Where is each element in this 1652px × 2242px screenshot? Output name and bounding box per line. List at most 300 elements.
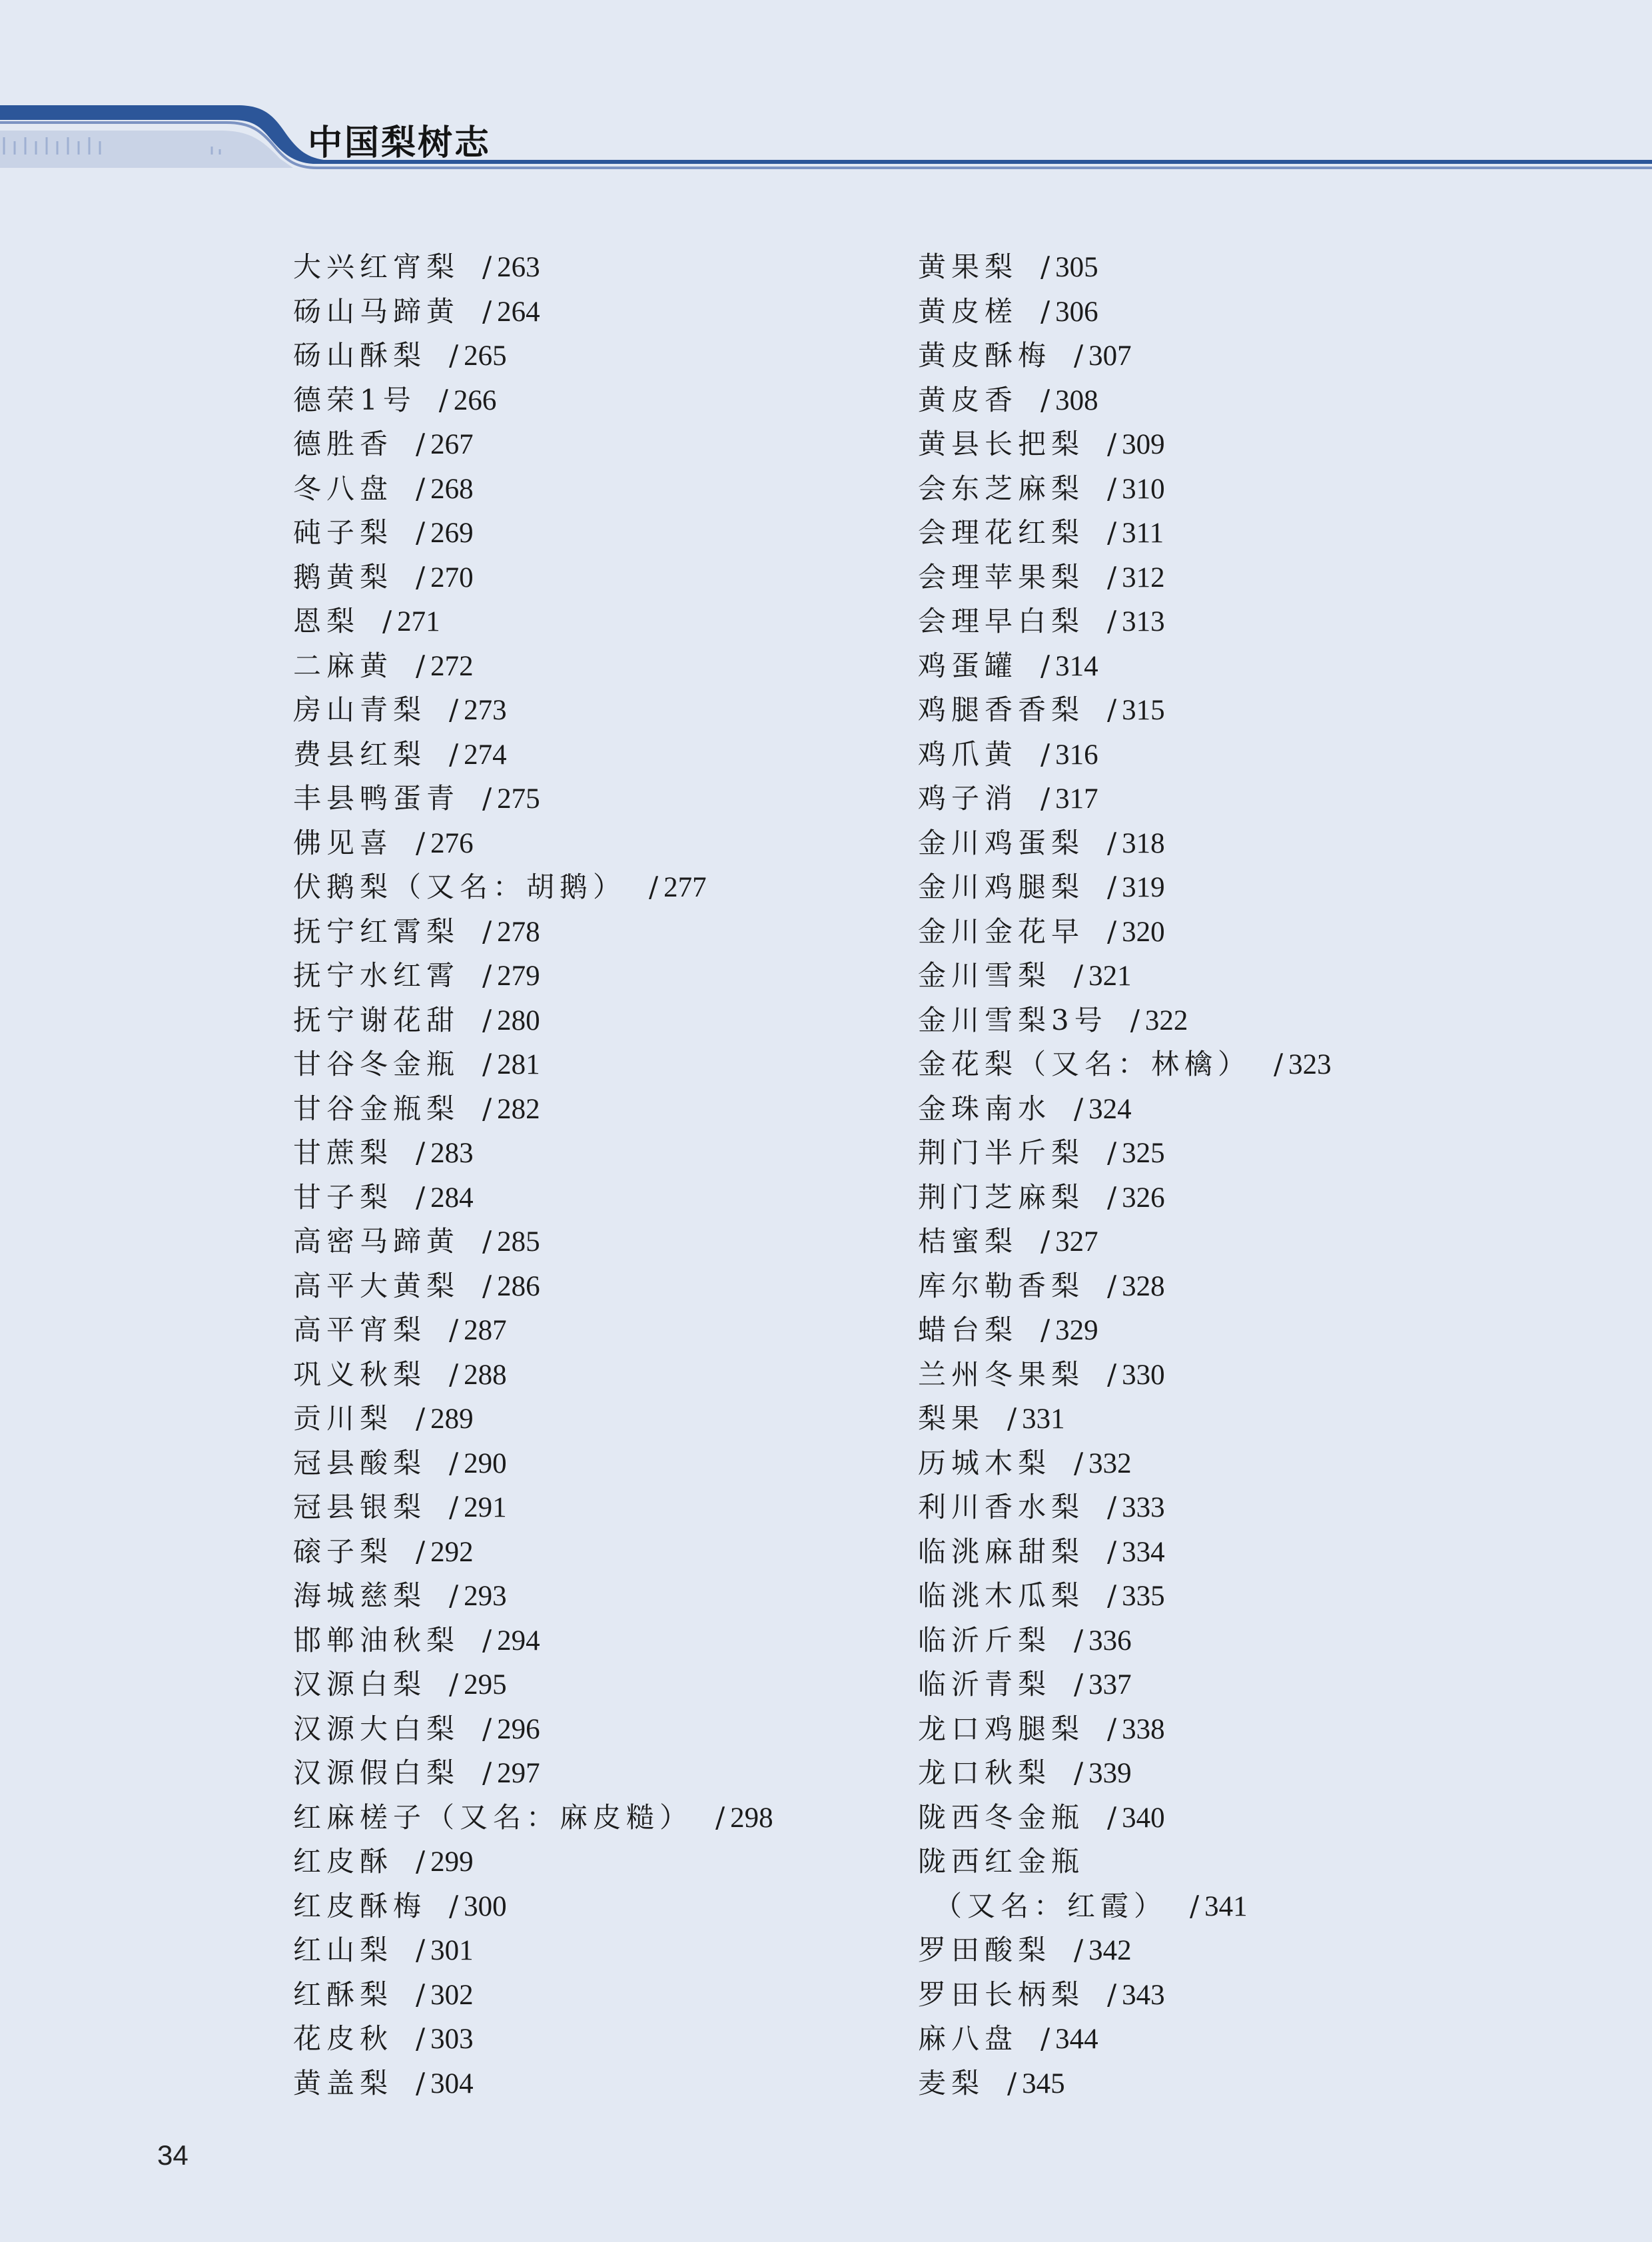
entry-page-number: 317: [1055, 783, 1098, 815]
index-entry: [293, 688, 773, 733]
index-entry: [918, 378, 1332, 423]
entry-name: 库尔勒香梨: [918, 1269, 1085, 1302]
entry-name: 甘子梨: [293, 1180, 394, 1214]
index-entry: [918, 688, 1332, 733]
entry-name: 甘蔗梨: [293, 1136, 394, 1169]
entry-page-number: 276: [430, 827, 474, 859]
entry-name: 红山梨: [293, 1934, 394, 1966]
entry-page-number: 295: [464, 1669, 507, 1700]
entry-page-number: 287: [464, 1315, 507, 1346]
entry-separator: /: [416, 826, 426, 859]
index-entry: [918, 998, 1332, 1043]
book-title: 中国梨树志: [308, 123, 492, 163]
entry-separator: /: [482, 1756, 492, 1789]
entry-separator: /: [1074, 1934, 1084, 1966]
index-entry: [293, 1308, 773, 1353]
entry-name: 花皮秋: [293, 2022, 394, 2055]
entry-name: 金川金花早: [918, 915, 1085, 948]
index-entry: [918, 1840, 1332, 1884]
entry-page-number: 265: [464, 340, 507, 372]
index-entry: [293, 1397, 773, 1441]
entry-name: 高密马蹄黄: [293, 1225, 460, 1258]
entry-separator: /: [416, 1402, 426, 1435]
entry-separator: /: [416, 1934, 426, 1966]
index-entry: [293, 1530, 773, 1575]
entry-name: 冠县酸梨: [293, 1446, 427, 1479]
entry-name: 费县红梨: [293, 737, 427, 771]
entry-page-number: 342: [1088, 1935, 1132, 1966]
entry-name: 金川雪梨: [918, 959, 1052, 992]
entry-page-number: 274: [464, 739, 507, 771]
entry-name: 陇西冬金瓶: [918, 1800, 1085, 1834]
index-entry: [918, 1707, 1332, 1752]
index-entry: [293, 467, 773, 512]
entry-name: 金川鸡腿梨: [918, 871, 1085, 903]
index-entry: [918, 777, 1332, 821]
entry-name: 黄县长把梨: [918, 428, 1085, 460]
entry-page-number: 286: [497, 1270, 540, 1302]
index-entry: [918, 910, 1332, 954]
index-entry: [918, 1397, 1332, 1441]
entry-separator: /: [1107, 472, 1117, 505]
entry-separator: /: [449, 693, 459, 726]
index-entry: [293, 1796, 773, 1840]
entry-page-number: 329: [1055, 1315, 1098, 1346]
entry-separator: /: [482, 1225, 492, 1258]
entry-separator: /: [1074, 339, 1084, 372]
index-entry: [293, 1087, 773, 1132]
entry-name: 冬八盘: [293, 472, 394, 505]
entry-page-number: 339: [1088, 1758, 1132, 1789]
entry-page-number: 325: [1122, 1138, 1165, 1169]
entry-page-number: 307: [1088, 340, 1132, 372]
index-entry: [293, 954, 773, 998]
index-entry: [293, 1928, 773, 1973]
entry-name: 冠县银梨: [293, 1491, 427, 1523]
entry-separator: /: [449, 1357, 459, 1391]
entry-name: 佛见喜: [293, 826, 394, 859]
entry-page-number: 284: [430, 1182, 474, 1214]
entry-separator: /: [1130, 1003, 1140, 1036]
entry-name: 砀山马蹄黄: [293, 294, 460, 328]
entry-separator: /: [1274, 1048, 1284, 1080]
entry-page-number: 288: [464, 1359, 507, 1391]
index-entry: [293, 1751, 773, 1796]
entry-separator: /: [1040, 2022, 1050, 2055]
index-entry: [293, 1663, 773, 1707]
entry-separator: /: [482, 782, 492, 815]
index-entry: [918, 733, 1332, 777]
entry-name: 临沂斤梨: [918, 1623, 1052, 1657]
entry-page-number: 336: [1088, 1625, 1132, 1657]
index-entry: [918, 556, 1332, 600]
entry-separator: /: [1107, 605, 1117, 637]
entry-page-number: 334: [1122, 1536, 1165, 1568]
entry-separator: /: [449, 1313, 459, 1346]
page-header: [0, 0, 1652, 180]
entry-name: 汉源白梨: [293, 1668, 427, 1700]
entry-separator: /: [1040, 250, 1050, 283]
entry-name: 巩义秋梨: [293, 1357, 427, 1391]
entry-name: 伏鹅梨（又名：胡鹅）: [293, 871, 627, 903]
index-entry: [293, 1884, 773, 1929]
entry-name: 鸡子消: [918, 782, 1019, 815]
entry-separator: /: [482, 294, 492, 328]
entry-separator: /: [1107, 1491, 1117, 1523]
entry-separator: /: [416, 428, 426, 460]
entry-separator: /: [1107, 871, 1117, 903]
entry-separator: /: [449, 1579, 459, 1612]
entry-separator: /: [1107, 560, 1117, 593]
entry-page-number: 319: [1122, 872, 1165, 903]
entry-separator: /: [482, 1623, 492, 1657]
index-entry: [918, 1176, 1332, 1220]
entry-separator: /: [1040, 1225, 1050, 1258]
entry-separator: /: [449, 1668, 459, 1700]
index-entry: [293, 1131, 773, 1176]
entry-page-number: 266: [453, 384, 497, 416]
entry-page-number: 298: [730, 1802, 773, 1834]
entry-separator: /: [449, 1446, 459, 1479]
page-number: 34: [157, 2139, 189, 2171]
entry-page-number: 283: [430, 1138, 474, 1169]
entry-page-number: 343: [1122, 1979, 1165, 2011]
entry-separator: /: [482, 1712, 492, 1745]
entry-page-number: 267: [430, 429, 474, 460]
entry-separator: /: [1074, 1756, 1084, 1789]
entry-separator: /: [1074, 1092, 1084, 1125]
entry-name: 抚宁红霄梨: [293, 915, 460, 948]
entry-separator: /: [1107, 693, 1117, 726]
entry-name: 梨果: [918, 1402, 985, 1435]
index-entry: [918, 511, 1332, 556]
index-entry: [918, 821, 1332, 866]
entry-name: 历城木梨: [918, 1446, 1052, 1479]
entry-page-number: 327: [1055, 1226, 1098, 1258]
entry-name: 兰州冬果梨: [918, 1357, 1085, 1391]
entry-separator: /: [649, 871, 659, 903]
entry-page-number: 330: [1122, 1359, 1165, 1391]
index-entry: [293, 865, 773, 910]
entry-name: 麦梨: [918, 2066, 985, 2099]
entry-page-number: 335: [1122, 1581, 1165, 1612]
index-entry: [918, 954, 1332, 998]
entry-page-number: 326: [1122, 1182, 1165, 1214]
entry-name: 金川鸡蛋梨: [918, 826, 1085, 859]
index-entry: [918, 1530, 1332, 1575]
entry-page-number: 318: [1122, 827, 1165, 859]
index-entry: [293, 821, 773, 866]
entry-page-number: 324: [1088, 1093, 1132, 1125]
entry-page-number: 263: [497, 252, 540, 283]
entry-separator: /: [1107, 826, 1117, 859]
index-entry: [293, 422, 773, 467]
entry-name: 金花梨（又名：林檎）: [918, 1048, 1252, 1080]
entry-name: 高平大黄梨: [293, 1269, 460, 1302]
entry-separator: /: [382, 605, 392, 637]
entry-separator: /: [438, 383, 448, 416]
index-entry: [918, 290, 1332, 334]
entry-page-number: 338: [1122, 1713, 1165, 1745]
index-entry: [918, 1751, 1332, 1796]
entry-separator: /: [416, 1978, 426, 2011]
index-column-right: [918, 245, 1332, 2105]
entry-name: 利川香水梨: [918, 1491, 1085, 1523]
entry-name: 临洮麻甜梨: [918, 1535, 1085, 1568]
entry-name: 砀山酥梨: [293, 339, 427, 372]
index-entry: [918, 1928, 1332, 1973]
entry-page-number: 291: [464, 1492, 507, 1523]
index-entry: [918, 1131, 1332, 1176]
entry-page-number: 310: [1122, 473, 1165, 505]
entry-separator: /: [449, 1889, 459, 1922]
entry-name: 罗田长柄梨: [918, 1978, 1085, 2011]
entry-separator: /: [449, 1491, 459, 1523]
index-entry: [918, 2017, 1332, 2061]
entry-page-number: 312: [1122, 561, 1165, 593]
entry-separator: /: [1107, 428, 1117, 460]
entry-page-number: 320: [1122, 916, 1165, 948]
index-column-left: [293, 245, 773, 2105]
entry-name: 黄果梨: [918, 250, 1019, 283]
index-entry: [918, 1574, 1332, 1619]
index-entry: [293, 599, 773, 644]
entry-page-number: 323: [1288, 1049, 1332, 1080]
entry-page-number: 306: [1055, 296, 1098, 328]
entry-name: 临沂青梨: [918, 1668, 1052, 1700]
entry-name: 荆门芝麻梨: [918, 1180, 1085, 1214]
entry-name: 鸡爪黄: [918, 737, 1019, 771]
entry-separator: /: [1074, 959, 1084, 992]
index-entry: [293, 378, 773, 423]
entry-name: 甘谷冬金瓶: [293, 1048, 460, 1080]
index-entry: [918, 1796, 1332, 1840]
entry-separator: /: [482, 1048, 492, 1080]
entry-page-number: 273: [464, 695, 507, 726]
entry-page-number: 293: [464, 1581, 507, 1612]
entry-separator: /: [416, 516, 426, 549]
entry-page-number: 304: [430, 2067, 474, 2099]
entry-name: 高平宵梨: [293, 1313, 427, 1346]
entry-page-number: 344: [1055, 2024, 1098, 2055]
entry-separator: /: [1007, 1402, 1017, 1435]
index-entry: [293, 733, 773, 777]
entry-separator: /: [1007, 2066, 1017, 2099]
entry-separator: /: [1107, 1180, 1117, 1214]
entry-separator: /: [1107, 516, 1117, 549]
entry-page-number: 345: [1022, 2067, 1065, 2099]
index-entry: [293, 1619, 773, 1663]
index-entry: [293, 1264, 773, 1309]
entry-page-number: 301: [430, 1935, 474, 1966]
entry-page-number: 275: [497, 783, 540, 815]
entry-page-number: 305: [1055, 252, 1098, 283]
entry-page-number: 285: [497, 1226, 540, 1258]
index-entry: [293, 910, 773, 954]
entry-name: 砘子梨: [293, 516, 394, 549]
entry-separator: /: [1190, 1889, 1200, 1922]
entry-page-number: 303: [430, 2024, 474, 2055]
entry-page-number: 328: [1122, 1270, 1165, 1302]
entry-name: 红麻槎子（又名：麻皮糙）: [293, 1800, 693, 1834]
entry-name: 蜡台梨: [918, 1313, 1019, 1346]
entry-page-number: 279: [497, 960, 540, 992]
header-banner-graphic: [0, 0, 1652, 180]
entry-separator: /: [482, 1003, 492, 1036]
entry-name: 抚宁谢花甜: [293, 1003, 460, 1036]
entry-separator: /: [715, 1800, 725, 1834]
entry-page-number: 292: [430, 1536, 474, 1568]
index-entry: [293, 2061, 773, 2106]
entry-name: 磙子梨: [293, 1535, 394, 1568]
entry-separator: /: [416, 1845, 426, 1878]
entry-separator: /: [1074, 1668, 1084, 1700]
entry-separator: /: [416, 649, 426, 682]
index-entry: [293, 1042, 773, 1087]
index-entry: [918, 599, 1332, 644]
entry-name: 会理早白梨: [918, 605, 1085, 637]
index-entry: [918, 1619, 1332, 1663]
index-entry: [293, 2017, 773, 2061]
entry-name: 龙口鸡腿梨: [918, 1712, 1085, 1745]
entry-name: 甘谷金瓶梨: [293, 1092, 460, 1125]
index-entry: [918, 1087, 1332, 1132]
entry-page-number: 313: [1122, 606, 1165, 637]
index-entry: [293, 245, 773, 290]
entry-page-number: 332: [1088, 1447, 1132, 1479]
entry-name: 红酥梨: [293, 1978, 394, 2011]
entry-separator: /: [1107, 1978, 1117, 2011]
entry-name: 抚宁水红霄: [293, 959, 460, 992]
entry-separator: /: [449, 339, 459, 372]
entry-page-number: 340: [1122, 1802, 1165, 1834]
entry-separator: /: [1107, 1269, 1117, 1302]
entry-separator: /: [416, 1180, 426, 1214]
entry-name: 海城慈梨: [293, 1579, 427, 1612]
entry-page-number: 281: [497, 1049, 540, 1080]
entry-separator: /: [1107, 1136, 1117, 1169]
index-entry: [918, 1264, 1332, 1309]
entry-name: 会东芝麻梨: [918, 472, 1085, 505]
entry-name: 麻八盘: [918, 2022, 1019, 2055]
entry-page-number: 296: [497, 1713, 540, 1745]
index-entry: [293, 1220, 773, 1264]
entry-separator: /: [1074, 1623, 1084, 1657]
index-entry: [293, 1574, 773, 1619]
index-entry: [293, 644, 773, 689]
entry-page-number: 333: [1122, 1492, 1165, 1523]
index-entry: [293, 777, 773, 821]
entry-name: 金珠南水: [918, 1092, 1052, 1125]
entry-separator: /: [1040, 782, 1050, 815]
entry-name: 汉源大白梨: [293, 1712, 460, 1745]
entry-page-number: 331: [1022, 1403, 1065, 1435]
entry-separator: /: [416, 1535, 426, 1568]
index-entry: [293, 334, 773, 378]
index-entry: [918, 1663, 1332, 1707]
index-entry: [918, 1308, 1332, 1353]
entry-name: 德荣1号: [293, 383, 416, 416]
entry-page-number: 272: [430, 650, 474, 682]
entry-name: 临洮木瓜梨: [918, 1579, 1085, 1612]
entry-name: 桔蜜梨: [918, 1225, 1019, 1258]
index-entry: [293, 998, 773, 1043]
index-entry: [918, 865, 1332, 910]
entry-page-number: 300: [464, 1890, 507, 1922]
entry-separator: /: [416, 472, 426, 505]
index-entry: [918, 245, 1332, 290]
entry-page-number: 314: [1055, 650, 1098, 682]
entry-name: 贡川梨: [293, 1402, 394, 1435]
entry-page-number: 315: [1122, 695, 1165, 726]
index-entry: [918, 1441, 1332, 1486]
index-entry: [918, 1220, 1332, 1264]
index-entry: [918, 1884, 1332, 1929]
entry-page-number: 311: [1122, 518, 1164, 549]
index-entry: [918, 334, 1332, 378]
entry-separator: /: [1107, 1357, 1117, 1391]
index-entry: [293, 1707, 773, 1752]
entry-name: 陇西红金瓶: [918, 1845, 1085, 1878]
index-entry: [293, 1353, 773, 1397]
entry-page-number: 271: [397, 606, 440, 637]
index-entry: [293, 1441, 773, 1486]
entry-page-number: 299: [430, 1846, 474, 1878]
entry-name: 房山青梨: [293, 693, 427, 726]
index-entry: [293, 1485, 773, 1530]
entry-separator: /: [482, 1092, 492, 1125]
entry-name: 丰县鸭蛋青: [293, 782, 460, 815]
entry-page-number: 264: [497, 296, 540, 328]
entry-name: 鸡腿香香梨: [918, 693, 1085, 726]
entry-separator: /: [1107, 1712, 1117, 1745]
entry-name: 邯郸油秋梨: [293, 1623, 460, 1657]
entry-name: 二麻黄: [293, 649, 394, 682]
index-entry: [293, 556, 773, 600]
index-entry: [918, 1485, 1332, 1530]
entry-name: 大兴红宵梨: [293, 250, 460, 283]
entry-separator: /: [482, 959, 492, 992]
entry-separator: /: [482, 250, 492, 283]
entry-name: 荆门半斤梨: [918, 1136, 1085, 1169]
entry-name: 金川雪梨3号: [918, 1003, 1108, 1036]
index-entry: [293, 1840, 773, 1884]
entry-separator: /: [1107, 915, 1117, 948]
entry-separator: /: [1040, 383, 1050, 416]
entry-separator: /: [416, 560, 426, 593]
entry-page-number: 294: [497, 1625, 540, 1657]
entry-separator: /: [1040, 1313, 1050, 1346]
entry-name: 红皮酥梅: [293, 1889, 427, 1922]
entry-separator: /: [482, 1269, 492, 1302]
entry-page-number: 309: [1122, 429, 1165, 460]
entry-separator: /: [1040, 294, 1050, 328]
entry-name: 龙口秋梨: [918, 1756, 1052, 1789]
entry-page-number: 308: [1055, 384, 1098, 416]
entry-separator: /: [449, 737, 459, 771]
index-entry: [918, 644, 1332, 689]
entry-page-number: 270: [430, 561, 474, 593]
entry-name: 德胜香: [293, 428, 394, 460]
entry-page-number: 302: [430, 1979, 474, 2011]
entry-page-number: 322: [1144, 1004, 1188, 1036]
index-entry: [918, 1042, 1332, 1087]
entry-name: 会理花红梨: [918, 516, 1085, 549]
entry-separator: /: [482, 915, 492, 948]
entry-separator: /: [1107, 1535, 1117, 1568]
index-entry: [293, 511, 773, 556]
entry-page-number: 277: [663, 872, 707, 903]
